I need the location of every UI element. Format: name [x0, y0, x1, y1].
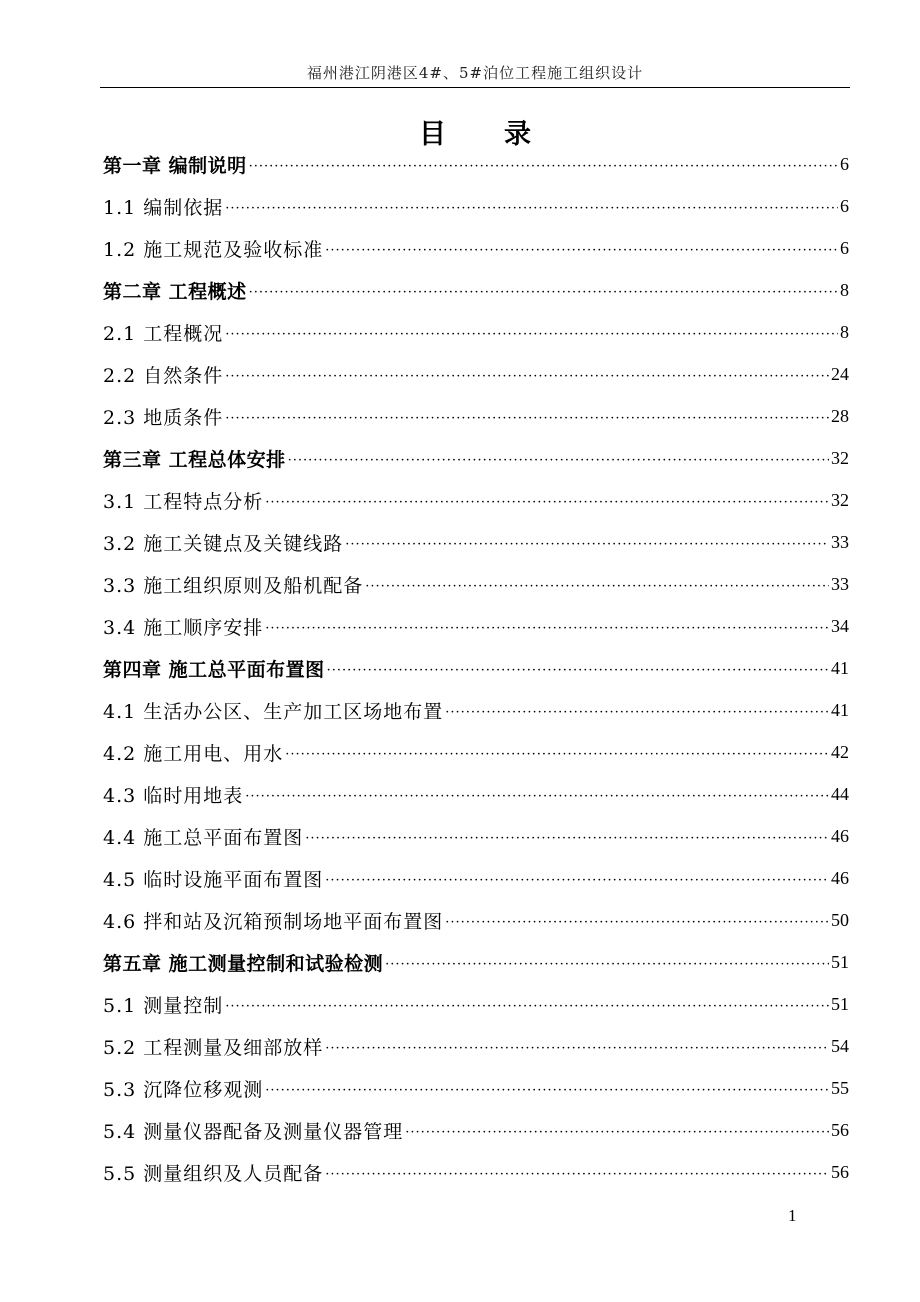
dot-leader	[225, 201, 838, 216]
dot-leader	[249, 285, 838, 300]
toc-entry[interactable]	[103, 647, 849, 689]
toc-entry[interactable]	[103, 395, 849, 437]
toc-entry[interactable]	[103, 311, 849, 353]
toc-entry[interactable]	[103, 857, 849, 899]
toc-entry[interactable]	[103, 563, 849, 605]
dot-leader	[305, 831, 829, 846]
toc-entry-page: 46	[831, 867, 849, 888]
toc-entry-page: 28	[831, 405, 849, 426]
toc-entry-label: 5.1 测量控制	[103, 994, 224, 1017]
toc-entry[interactable]	[103, 815, 849, 857]
toc-entry[interactable]	[103, 731, 849, 773]
dot-leader	[405, 1125, 829, 1140]
toc-entry-page: 24	[831, 363, 849, 384]
toc-entry-page: 56	[831, 1119, 849, 1140]
dot-leader	[325, 243, 838, 258]
toc-entry-page: 42	[831, 741, 849, 762]
toc-entry-page: 41	[831, 657, 849, 678]
toc-entry-label: 5.4 测量仪器配备及测量仪器管理	[103, 1120, 404, 1143]
toc-entry-label: 4.6 拌和站及沉箱预制场地平面布置图	[103, 910, 444, 933]
toc-entry-page: 51	[831, 993, 849, 1014]
toc-entry-page: 6	[840, 237, 849, 258]
toc-entry[interactable]	[103, 185, 849, 227]
dot-leader	[445, 915, 829, 930]
toc-entry-label: 2.3 地质条件	[103, 406, 224, 429]
toc-entry-page: 41	[831, 699, 849, 720]
dot-leader	[325, 1167, 829, 1182]
header-rule	[100, 87, 850, 88]
toc-entry-label: 4.4 施工总平面布置图	[103, 826, 304, 849]
toc-entry-label: 第一章 编制说明	[103, 154, 247, 177]
toc-entry-page: 32	[831, 489, 849, 510]
toc-entry-label: 第五章 施工测量控制和试验检测	[103, 952, 384, 975]
toc-entry-page: 44	[831, 783, 849, 804]
toc-entry-page: 55	[831, 1077, 849, 1098]
toc-entry[interactable]	[103, 983, 849, 1025]
toc-entry-label: 3.2 施工关键点及关键线路	[103, 532, 344, 555]
dot-leader	[345, 537, 829, 552]
toc-entry[interactable]	[103, 269, 849, 311]
toc-entry[interactable]	[103, 941, 849, 983]
toc-entry-page: 6	[840, 153, 849, 174]
toc-entry-label: 2.2 自然条件	[103, 364, 224, 387]
toc-entry-label: 第二章 工程概述	[103, 280, 247, 303]
dot-leader	[265, 621, 829, 636]
toc-title: 目录	[419, 119, 589, 150]
toc-entry-page: 33	[831, 573, 849, 594]
toc-entry-label: 1.1 编制依据	[103, 196, 224, 219]
dot-leader	[365, 579, 829, 594]
toc-entry[interactable]	[103, 143, 849, 185]
dot-leader	[385, 957, 829, 972]
toc-entry[interactable]	[103, 479, 849, 521]
toc-entry-page: 54	[831, 1035, 849, 1056]
toc-entry[interactable]	[103, 1025, 849, 1067]
toc-entry-label: 5.2 工程测量及细部放样	[103, 1036, 324, 1059]
page-number: 1	[788, 1206, 797, 1225]
dot-leader	[445, 705, 829, 720]
dot-leader	[288, 453, 829, 468]
toc-entry[interactable]	[103, 521, 849, 563]
toc-entry-page: 8	[840, 279, 849, 300]
toc-entry-label: 4.1 生活办公区、生产加工区场地布置	[103, 700, 444, 723]
dot-leader	[225, 999, 829, 1014]
toc-entry-label: 5.5 测量组织及人员配备	[103, 1162, 324, 1185]
toc-entry-label: 4.5 临时设施平面布置图	[103, 868, 324, 891]
toc-entry[interactable]	[103, 773, 849, 815]
running-header: 福州港江阴港区4#、5#泊位工程施工组织设计	[306, 64, 644, 82]
dot-leader	[325, 1041, 829, 1056]
toc-entry[interactable]	[103, 605, 849, 647]
toc-entry-label: 第三章 工程总体安排	[103, 448, 286, 471]
toc-entry-label: 4.3 临时用地表	[103, 784, 244, 807]
dot-leader	[225, 327, 838, 342]
toc-entry-label: 3.4 施工顺序安排	[103, 616, 264, 639]
toc-entry-label: 3.1 工程特点分析	[103, 490, 264, 513]
toc-entry[interactable]	[103, 1109, 849, 1151]
toc-entry-page: 51	[831, 951, 849, 972]
dot-leader	[225, 411, 829, 426]
toc-entry-label: 第四章 施工总平面布置图	[103, 658, 325, 681]
dot-leader	[285, 747, 829, 762]
dot-leader	[245, 789, 829, 804]
toc-entry-page: 56	[831, 1161, 849, 1182]
toc-entry[interactable]	[103, 437, 849, 479]
toc-entry-page: 8	[840, 321, 849, 342]
toc-entry-page: 46	[831, 825, 849, 846]
dot-leader	[225, 369, 829, 384]
dot-leader	[265, 1083, 829, 1098]
toc-entry[interactable]	[103, 899, 849, 941]
toc-entry-label: 4.2 施工用电、用水	[103, 742, 284, 765]
toc-entry[interactable]	[103, 1151, 849, 1193]
toc-entry-page: 32	[831, 447, 849, 468]
toc-entry-label: 5.3 沉降位移观测	[103, 1078, 264, 1101]
toc-entry-page: 50	[831, 909, 849, 930]
toc-entry[interactable]	[103, 353, 849, 395]
toc-entry[interactable]	[103, 1067, 849, 1109]
dot-leader	[327, 663, 829, 678]
toc-entry-page: 33	[831, 531, 849, 552]
toc-entry-label: 2.1 工程概况	[103, 322, 224, 345]
toc-entry-page: 34	[831, 615, 849, 636]
toc-entry[interactable]	[103, 689, 849, 731]
table-of-contents	[103, 143, 849, 1193]
dot-leader	[325, 873, 829, 888]
toc-entry-label: 1.2 施工规范及验收标准	[103, 238, 324, 261]
toc-entry-label: 3.3 施工组织原则及船机配备	[103, 574, 364, 597]
toc-entry-page: 6	[840, 195, 849, 216]
toc-entry[interactable]	[103, 227, 849, 269]
dot-leader	[265, 495, 829, 510]
dot-leader	[249, 159, 838, 174]
